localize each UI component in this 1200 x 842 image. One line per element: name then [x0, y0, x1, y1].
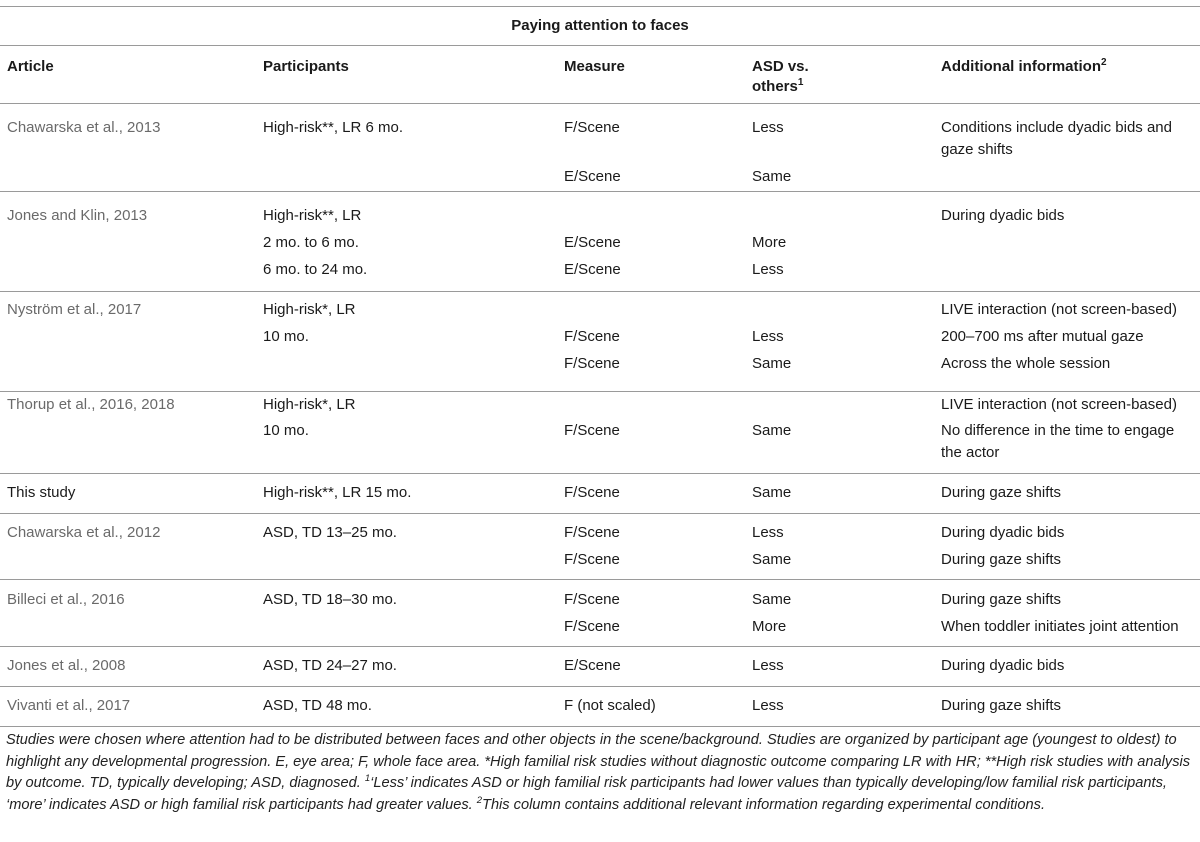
footnote-part2: ‘Less’ indicates ASD or high familial risk participants had lower values than typically developing/low familial risk participants, ‘more’ indicates ASD or high familial risk participants had greater values.	[6, 775, 1167, 813]
header-row	[0, 45, 1200, 104]
row-measure: F/Scene	[564, 355, 620, 372]
row-article: Jones and Klin, 2013	[7, 207, 148, 224]
row-info: During gaze shifts	[941, 697, 1062, 714]
row-participants: High-risk*, LR	[263, 396, 356, 413]
row-article: This study	[7, 484, 76, 501]
footnote-sup2: 2	[476, 794, 483, 806]
header-measure: Measure	[564, 58, 625, 75]
row-info: Across the whole session	[941, 355, 1111, 372]
row-article: Vivanti et al., 2017	[7, 697, 131, 714]
row-info: During gaze shifts	[941, 551, 1062, 568]
row-result: Less	[752, 697, 784, 714]
row-result: Less	[752, 328, 784, 345]
row-age: 10 mo.	[263, 422, 309, 439]
row-article: Chawarska et al., 2013	[7, 119, 161, 136]
row-result: Same	[752, 551, 792, 568]
row-info: When toddler initiates joint attention	[941, 618, 1179, 635]
row-participants: High-risk*, LR	[263, 301, 356, 318]
header-asd-vs-others	[752, 57, 809, 97]
header-additional-label: Additional information	[941, 58, 1101, 75]
header-asd-line2: others	[752, 78, 798, 95]
row-info: No difference in the time to engage the actor	[941, 422, 1175, 461]
row-measure: F/Scene	[564, 618, 620, 635]
row-result: More	[752, 618, 787, 635]
row-info: During dyadic bids	[941, 207, 1065, 224]
row-info: LIVE interaction (not screen-based)	[941, 301, 1177, 318]
row-measure: F/Scene	[564, 328, 620, 345]
table-row	[0, 392, 1200, 474]
row-participants-sub: 6 mo. to 24 mo.	[263, 261, 368, 278]
footnote-sup1: 1	[364, 773, 371, 785]
row-result: Same	[752, 355, 792, 372]
row-result: Same	[752, 168, 792, 185]
row-participants-sub: 2 mo. to 6 mo.	[263, 234, 359, 251]
table-row	[0, 580, 1200, 647]
row-participants: ASD, TD 13–25 mo.	[263, 524, 397, 541]
row-participants: High-risk**, LR	[263, 207, 362, 224]
row-article: Billeci et al., 2016	[7, 591, 125, 608]
row-info: During dyadic bids	[941, 657, 1065, 674]
row-measure: E/Scene	[564, 168, 621, 185]
table-row	[0, 647, 1200, 687]
row-result: Same	[752, 484, 792, 501]
row-info: During gaze shifts	[941, 591, 1062, 608]
table-title: Paying attention to faces	[0, 6, 1200, 46]
row-info: During dyadic bids	[941, 524, 1065, 541]
row-participants: High-risk**, LR 6 mo.	[263, 119, 404, 136]
row-measure: F (not scaled)	[564, 697, 656, 714]
row-info: 200–700 ms after mutual gaze	[941, 328, 1144, 345]
table-row	[0, 474, 1200, 514]
row-result: Less	[752, 524, 784, 541]
row-article: Nyström et al., 2017	[7, 301, 142, 318]
table-row	[0, 514, 1200, 580]
row-participants: ASD, TD 48 mo.	[263, 697, 372, 714]
row-result: Less	[752, 657, 784, 674]
row-info: During gaze shifts	[941, 484, 1062, 501]
row-article: Chawarska et al., 2012	[7, 524, 161, 541]
row-measure: F/Scene	[564, 422, 620, 439]
row-result: Less	[752, 261, 784, 278]
row-age: 10 mo.	[263, 328, 309, 345]
row-result: Less	[752, 119, 784, 136]
table-row	[0, 104, 1200, 192]
table-row	[0, 192, 1200, 292]
footnote-part1: Studies were chosen where attention had to be distributed between faces and other objects in the scene/background. Studies are organized by participant age (youngest to oldest) to highlight any developmental progression. E, eye area; F, whole face area. *High familial risk studies without diagnostic outcome comparing LR with HR; **High risk studies with analysis by outcome. TD, typically developing; ASD, diagnosed.	[6, 732, 1191, 792]
row-measure: F/Scene	[564, 551, 620, 568]
row-measure: E/Scene	[564, 234, 621, 251]
header-asd-sup: 1	[797, 77, 804, 88]
row-measure: F/Scene	[564, 591, 620, 608]
row-participants: ASD, TD 18–30 mo.	[263, 591, 397, 608]
header-additional-sup: 2	[1100, 57, 1107, 68]
row-article: Jones et al., 2008	[7, 657, 126, 674]
header-additional	[941, 57, 1197, 77]
row-measure: F/Scene	[564, 484, 620, 501]
row-article: Thorup et al., 2016, 2018	[7, 396, 175, 413]
row-info: LIVE interaction (not screen-based)	[941, 396, 1177, 413]
header-participants: Participants	[263, 58, 349, 75]
footnote-part3: This column contains additional relevant information regarding experimental conditions.	[482, 796, 1046, 813]
row-info: Conditions include dyadic bids and gaze shifts	[941, 119, 1172, 158]
row-measure: E/Scene	[564, 657, 621, 674]
table-row	[0, 687, 1200, 727]
row-measure: F/Scene	[564, 524, 620, 541]
row-participants: High-risk**, LR 15 mo.	[263, 484, 412, 501]
row-result: Same	[752, 422, 792, 439]
table-footnote	[6, 730, 1194, 816]
row-result: More	[752, 234, 787, 251]
row-result: Same	[752, 591, 792, 608]
header-asd-line1: ASD vs.	[752, 58, 809, 75]
table-row	[0, 292, 1200, 392]
row-participants: ASD, TD 24–27 mo.	[263, 657, 397, 674]
row-measure: E/Scene	[564, 261, 621, 278]
row-measure: F/Scene	[564, 119, 620, 136]
header-article: Article	[7, 58, 54, 75]
